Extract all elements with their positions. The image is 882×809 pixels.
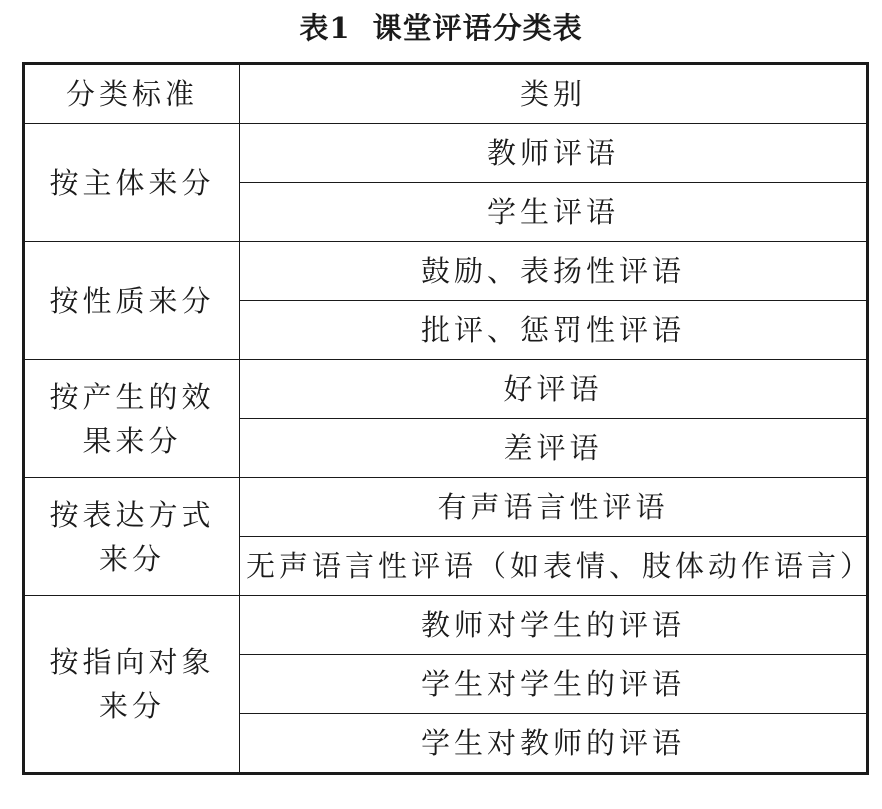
table-row [24, 242, 868, 301]
category-cell: 好评语 [240, 360, 868, 419]
criterion-line: 按主体来分 [49, 165, 215, 200]
table-row [24, 596, 868, 655]
criterion-line: 按指向对象 [49, 645, 215, 679]
table-row [24, 478, 868, 537]
table-row [24, 124, 868, 183]
category-cell: 学生对学生的评语 [240, 655, 868, 714]
header-category: 类别 [240, 64, 868, 124]
criterion-cell-expression [24, 478, 240, 596]
criterion-line: 按性质来分 [49, 283, 215, 318]
category-cell: 无声语言性评语（如表情、肢体动作语言） [240, 537, 868, 596]
table-row [24, 360, 868, 419]
header-row [24, 64, 868, 124]
category-cell: 学生评语 [240, 183, 868, 242]
table-title: 课堂评语分类表 [372, 10, 583, 45]
criterion-cell-nature [24, 242, 240, 360]
category-cell: 差评语 [240, 419, 868, 478]
header-criterion: 分类标准 [24, 64, 240, 124]
category-cell: 有声语言性评语 [240, 478, 868, 537]
category-cell: 教师评语 [240, 124, 868, 183]
criterion-cell-subject [24, 124, 240, 242]
category-cell: 批评、惩罚性评语 [240, 301, 868, 360]
category-cell: 学生对教师的评语 [240, 714, 868, 774]
criterion-cell-effect [24, 360, 240, 478]
criterion-line: 来分 [98, 689, 165, 723]
criterion-line: 果来分 [82, 423, 182, 458]
category-cell: 教师对学生的评语 [240, 596, 868, 655]
criterion-line: 来分 [98, 541, 165, 576]
category-cell: 鼓励、表扬性评语 [240, 242, 868, 301]
classification-table [22, 62, 874, 775]
criterion-cell-target [24, 596, 240, 774]
table-number: 表1 [299, 10, 351, 45]
criterion-line: 按产生的效 [49, 379, 215, 414]
table-caption [0, 0, 882, 52]
criterion-line: 按表达方式 [49, 497, 215, 532]
